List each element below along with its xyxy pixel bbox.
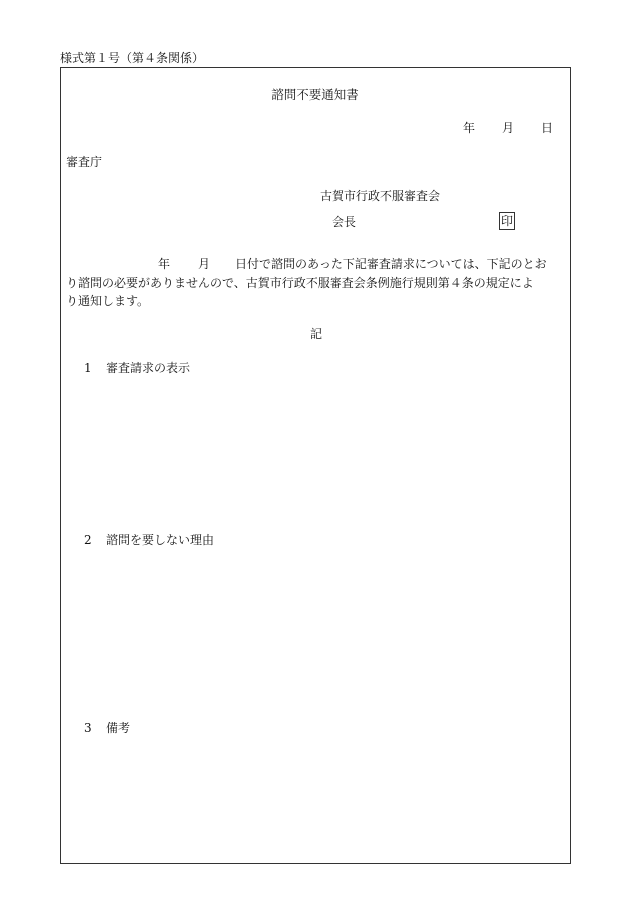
body-month-label: 月 [198,257,211,271]
date-year-label: 年 [463,121,476,135]
date-day-label: 日 [541,121,554,135]
date-month-label: 月 [502,121,515,135]
issuer-organization: 古賀市行政不服審査会 [320,189,441,203]
recipient: 審査庁 [66,155,103,169]
issuer-role: 会長 [332,215,357,229]
seal-mark: 印 [501,214,514,228]
item-number: 3 [84,721,92,735]
form-number: 様式第１号（第４条関係） [60,51,205,65]
body-text-line-1: 日付で諮問のあった下記審査請求については、下記のとお [235,257,547,271]
body-text-line-3: り通知します。 [66,294,150,308]
item-number: 1 [84,361,92,375]
item-label-request-display: 審査請求の表示 [106,361,191,375]
body-text-line-2: り諮問の必要がありませんので、古賀市行政不服審査会条例施行規則第４条の規定によ [66,276,534,290]
ki-heading: 記 [310,327,323,341]
item-label-remarks: 備考 [106,721,131,735]
body-year-label: 年 [158,257,171,271]
item-label-reason: 諮問を要しない理由 [106,533,215,547]
item-number: 2 [84,533,92,547]
form-frame [60,67,571,864]
document-title: 諮問不要通知書 [271,87,359,102]
